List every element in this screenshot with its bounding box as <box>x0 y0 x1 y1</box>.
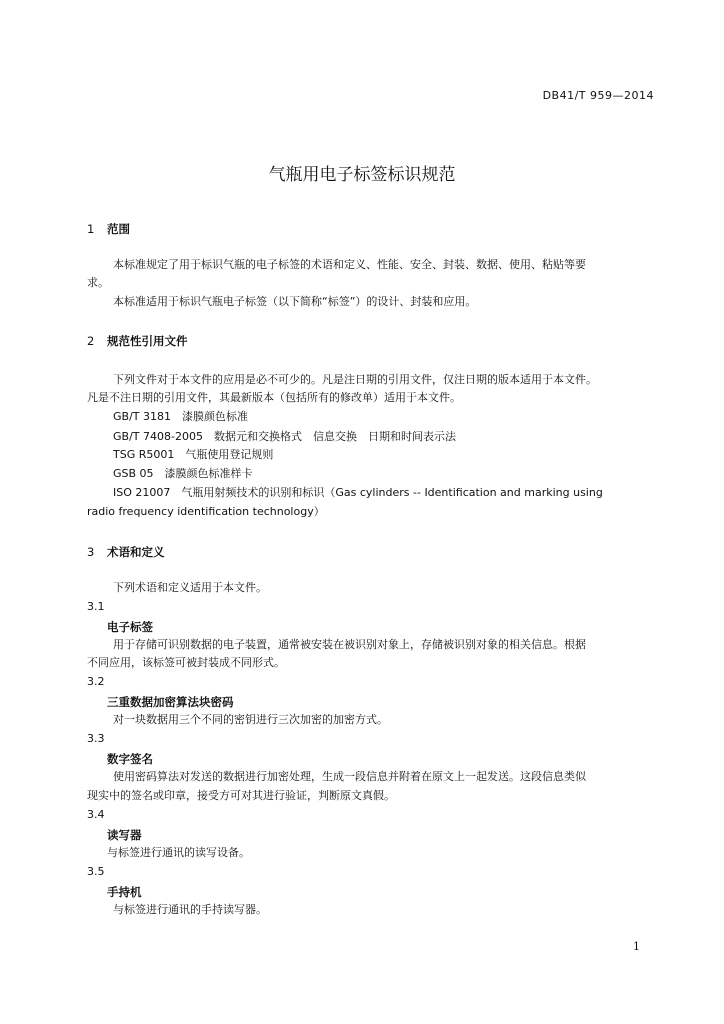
section-number: 2 <box>87 334 95 348</box>
reference-item: GB/T 7408-2005 数据元和交换格式 信息交换 日期和时间表示法 <box>113 430 456 443</box>
section-1-heading <box>87 221 130 237</box>
paragraph: 下列文件对于本文件的应用是必不可少的。凡是注日期的引用文件，仅注日期的版本适用于本文件。 <box>113 373 597 386</box>
section-title: 规范性引用文件 <box>107 334 188 348</box>
term-definition: 与标签进行通讯的读写设备。 <box>107 846 250 859</box>
reference-item: TSG R5001 气瓶使用登记规则 <box>113 448 274 461</box>
reference-item: GB/T 3181 漆膜颜色标准 <box>113 410 248 423</box>
section-3-heading <box>87 544 165 560</box>
term-definition-continuation: 现实中的签名或印章，接受方可对其进行验证，判断原文真假。 <box>87 789 395 802</box>
term-name: 数字签名 <box>107 752 153 766</box>
section-title: 术语和定义 <box>107 545 165 559</box>
paragraph: 本标准规定了用于标识气瓶的电子标签的术语和定义、性能、安全、封装、数据、使用、粘贴等要 <box>113 258 586 271</box>
term-name: 手持机 <box>107 885 142 899</box>
term-name: 电子标签 <box>107 620 153 634</box>
term-definition: 使用密码算法对发送的数据进行加密处理，生成一段信息并附着在原文上一起发送。这段信息类似 <box>113 770 586 783</box>
paragraph-continuation: 凡是不注日期的引用文件，其最新版本（包括所有的修改单）适用于本文件。 <box>87 391 461 404</box>
term-definition-continuation: 不同应用，该标签可被封装成不同形式。 <box>87 656 285 669</box>
term-definition: 与标签进行通讯的手持读写器。 <box>113 903 267 916</box>
term-number: 3.2 <box>87 675 105 688</box>
term-definition: 对一块数据用三个不同的密钥进行三次加密的加密方式。 <box>113 713 388 726</box>
paragraph: 下列术语和定义适用于本文件。 <box>113 581 267 594</box>
page-number: 1 <box>633 940 640 953</box>
term-number: 3.4 <box>87 808 105 821</box>
term-number: 3.5 <box>87 865 105 878</box>
section-2-heading <box>87 333 188 349</box>
reference-item-continuation: radio frequency identification technology） <box>87 505 325 518</box>
term-number: 3.3 <box>87 732 105 745</box>
term-name: 读写器 <box>107 828 142 842</box>
document-title: 气瓶用电子标签标识规范 <box>268 165 456 185</box>
section-title: 范围 <box>107 222 130 236</box>
document-code: DB41/T 959—2014 <box>542 89 654 102</box>
term-number: 3.1 <box>87 600 105 613</box>
term-definition: 用于存储可识别数据的电子装置，通常被安装在被识别对象上，存储被识别对象的相关信息。根据 <box>113 638 586 651</box>
paragraph-continuation: 求。 <box>87 276 109 289</box>
section-number: 1 <box>87 222 95 236</box>
section-number: 3 <box>87 545 95 559</box>
reference-item: GSB 05 漆膜颜色标准样卡 <box>113 467 253 480</box>
term-name: 三重数据加密算法块密码 <box>107 695 234 709</box>
paragraph: 本标准适用于标识气瓶电子标签（以下简称“标签”）的设计、封装和应用。 <box>113 295 477 308</box>
reference-item: ISO 21007 气瓶用射频技术的识别和标识（Gas cylinders -- Identification and marking using <box>113 486 603 499</box>
